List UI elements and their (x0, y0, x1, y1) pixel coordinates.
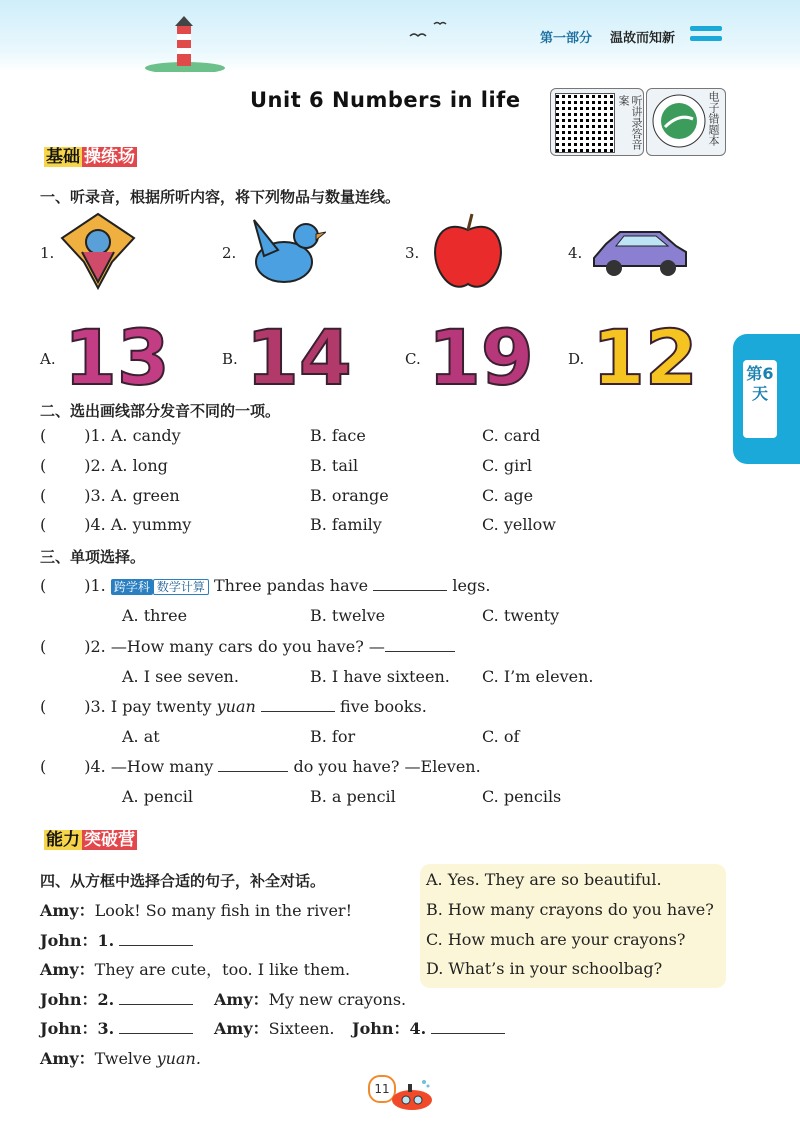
speaker-amy: Amy： (214, 1019, 269, 1038)
q3-text: —How many cars do you have? — (110, 637, 385, 656)
q1-item-label: 2. (222, 244, 237, 262)
q2-opt-c: C. card (482, 426, 541, 445)
q2-num: )2. (84, 456, 106, 475)
q3-num: )2. (84, 637, 106, 656)
q2-heading: 二、选出画线部分发音不同的一项。 (40, 402, 281, 420)
section-basic-tag (40, 145, 141, 169)
dialog-line (352, 1016, 505, 1039)
q3-opt-b: B. a pencil (310, 787, 396, 806)
q3-opt-c: C. pencils (482, 787, 562, 806)
apple-icon (428, 210, 508, 292)
dialog-num: 2. (97, 990, 115, 1009)
q2-row (40, 515, 191, 534)
q1-letter: C. (405, 350, 421, 368)
q2-num: )4. (84, 515, 106, 534)
q2-opt-a: A. green (110, 486, 180, 505)
q1-letter: D. (568, 350, 585, 368)
q3-question-2 (40, 637, 455, 656)
page-number: 11 (368, 1075, 396, 1103)
q3-question-3 (40, 697, 427, 716)
q3-opt-c: C. of (482, 727, 520, 746)
dialog-line (40, 1046, 201, 1069)
qr-round-icon (651, 93, 707, 149)
q2-opt-b: B. family (310, 515, 382, 534)
lighthouse-icon (145, 12, 225, 72)
speaker-john: John： (40, 1019, 98, 1038)
answer-blank[interactable] (431, 1019, 505, 1034)
car-icon (590, 222, 690, 278)
q2-opt-c: C. girl (482, 456, 532, 475)
section-ability-b: 突破营 (84, 830, 135, 850)
option-a: A. Yes. They are so beautiful. (426, 870, 662, 889)
day-label: 第6天 (743, 360, 777, 438)
q3-opt-c: C. I’m eleven. (482, 667, 594, 686)
q3-opt-a: A. I see seven. (122, 667, 239, 686)
number-19: 19 (428, 313, 534, 402)
q3-opt-a: A. three (122, 606, 188, 625)
dialog-text: They are cute，too. I like them. (94, 960, 351, 979)
answer-blank[interactable] (119, 931, 193, 946)
q3-num: )1. (84, 576, 106, 595)
dialog-line (214, 987, 406, 1010)
answer-paren[interactable]: ( (40, 515, 47, 534)
answer-paren[interactable]: ( (40, 486, 47, 505)
dialog-line (40, 987, 193, 1010)
qr-listen-box[interactable] (550, 88, 644, 156)
q3-question-1 (40, 576, 490, 595)
q2-num: )3. (84, 486, 106, 505)
section-basic-b: 操练场 (84, 147, 135, 167)
q2-opt-a: A. long (110, 456, 168, 475)
q3-heading: 三、单项选择。 (40, 548, 146, 566)
badge-math: 数学计算 (153, 579, 209, 595)
birds-icon (408, 18, 448, 42)
option-b: B. How many crayons do you have? (426, 900, 714, 919)
answer-paren[interactable]: ( (40, 576, 47, 595)
bird-icon (244, 210, 326, 290)
q3-opt-b: B. for (310, 727, 356, 746)
q3-text: I pay twenty (110, 697, 212, 716)
qr-errorbook-box[interactable] (646, 88, 726, 156)
q3-yuan: yuan (216, 697, 256, 716)
answer-blank[interactable] (119, 990, 193, 1005)
q3-text: legs. (452, 576, 491, 595)
q3-text: —How many (110, 757, 214, 776)
q1-letter: B. (222, 350, 238, 368)
q3-question-4 (40, 757, 481, 776)
number-13: 13 (64, 313, 170, 402)
answer-blank[interactable] (261, 697, 335, 712)
q1-heading: 一、听录音，根据所听内容，将下列物品与数量连线。 (40, 188, 401, 206)
option-d: D. What’s in your schoolbag? (426, 959, 663, 978)
q1-item-label: 3. (405, 244, 420, 262)
header-part: 第一部分 (540, 31, 593, 46)
q2-row (40, 486, 180, 505)
badge-crossdiscipline: 跨学科 (111, 579, 153, 595)
qr-code-icon (555, 93, 615, 153)
answer-paren[interactable]: ( (40, 697, 47, 716)
q3-opt-a: A. pencil (122, 787, 193, 806)
q1-letter: A. (40, 350, 56, 368)
q1-item-label: 4. (568, 244, 583, 262)
dialog-text: Look! So many fish in the river! (94, 901, 352, 920)
q3-text: do you have? —Eleven. (293, 757, 481, 776)
day-side-tab (733, 334, 800, 464)
speaker-john: John： (352, 1019, 410, 1038)
qr-listen-label: 听讲录答音案 (617, 95, 643, 150)
q2-opt-a: A. candy (110, 426, 181, 445)
q3-opt-a: A. at (122, 727, 160, 746)
speaker-amy: Amy： (40, 960, 95, 979)
dialog-text: Sixteen. (268, 1019, 335, 1038)
q2-row (40, 426, 181, 445)
dialog-line (214, 1016, 335, 1039)
q3-opt-c: C. twenty (482, 606, 560, 625)
section-ability-tag (40, 828, 141, 852)
q2-opt-b: B. tail (310, 456, 359, 475)
kite-icon (60, 212, 136, 290)
answer-blank[interactable] (385, 637, 455, 652)
number-14: 14 (246, 313, 352, 402)
q3-text: Three pandas have (213, 576, 369, 595)
qr-errorbook-label: 电子错题本 (707, 91, 720, 146)
pencil-mark-icon (686, 18, 726, 48)
header-banner (0, 0, 800, 72)
submarine-icon (390, 1078, 436, 1114)
answer-paren[interactable]: ( (40, 637, 47, 656)
number-12: 12 (592, 313, 698, 402)
answer-paren[interactable]: ( (40, 757, 47, 776)
page-title: Unit 6 Numbers in life (250, 88, 521, 112)
q2-num: )1. (84, 426, 106, 445)
dialog-line (40, 957, 350, 980)
speaker-john: John： (40, 990, 98, 1009)
dialog-num: 1. (97, 931, 115, 950)
section-ability-a: 能力 (46, 830, 80, 850)
q2-row (40, 456, 168, 475)
q2-opt-c: C. age (482, 486, 534, 505)
dialog-line (40, 1016, 193, 1039)
q2-opt-c: C. yellow (482, 515, 556, 534)
answer-paren[interactable]: ( (40, 426, 47, 445)
speaker-amy: Amy： (214, 990, 269, 1009)
header-subtitle: 温故而知新 (610, 31, 676, 46)
answer-blank[interactable] (373, 576, 447, 591)
answer-blank[interactable] (218, 757, 288, 772)
dialog-yuan: yuan. (156, 1049, 201, 1068)
q4-heading: 四、从方框中选择合适的句子，补全对话。 (40, 872, 326, 890)
dialog-text: My new crayons. (268, 990, 407, 1009)
option-c: C. How much are your crayons? (426, 930, 686, 949)
speaker-amy: Amy： (40, 1049, 95, 1068)
answer-paren[interactable]: ( (40, 456, 47, 475)
q3-num: )3. (84, 697, 106, 716)
dialog-num: 3. (97, 1019, 115, 1038)
q2-opt-b: B. orange (310, 486, 389, 505)
dialog-line (40, 898, 352, 921)
q3-opt-b: B. I have sixteen. (310, 667, 450, 686)
answer-blank[interactable] (119, 1019, 193, 1034)
dialog-line (40, 928, 193, 951)
dialog-text: Twelve (94, 1049, 152, 1068)
q2-opt-b: B. face (310, 426, 366, 445)
q3-num: )4. (84, 757, 106, 776)
q1-item-label: 1. (40, 244, 55, 262)
section-basic-a: 基础 (46, 147, 80, 167)
dialog-num: 4. (409, 1019, 427, 1038)
q3-text: five books. (340, 697, 427, 716)
speaker-john: John： (40, 931, 98, 950)
q2-opt-a: A. yummy (110, 515, 192, 534)
q3-opt-b: B. twelve (310, 606, 386, 625)
speaker-amy: Amy： (40, 901, 95, 920)
